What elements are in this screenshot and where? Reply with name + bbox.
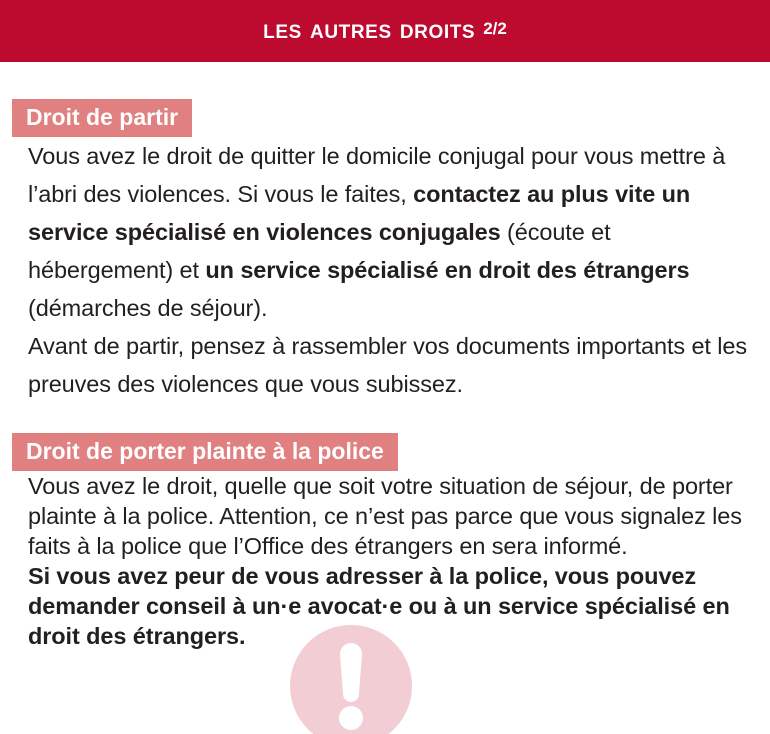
page-title: les autres droits <box>263 13 476 44</box>
section-heading-droit-de-partir: Droit de partir <box>12 99 192 137</box>
text-run-bold: contactez au plus vite un service spécialisé en violences conjugales <box>28 181 691 245</box>
text-run: (écoute et hébergement) et <box>28 219 611 283</box>
text-run: (démarches de séjour). <box>28 295 268 321</box>
page-header-banner <box>0 0 770 62</box>
section-2 <box>0 433 770 471</box>
text-run: Vous avez le droit, quelle que soit votre situation de séjour, de porter plainte à la police. Attention, ce n’est pas parce que vous signalez les faits à la police que l’Office des étrangers en sera informé. <box>28 473 742 559</box>
document-body <box>0 99 770 651</box>
text-run: Avant de partir, pensez à rassembler vos documents importants et les preuves des violences que vous subissez. <box>28 333 748 397</box>
paragraph-porter-plainte-1 <box>0 471 770 561</box>
paragraph-droit-de-partir-2 <box>0 327 770 403</box>
section-1 <box>0 99 770 137</box>
section-heading-droit-de-porter-plainte: Droit de porter plainte à la police <box>12 433 398 471</box>
paragraph-droit-de-partir-1 <box>0 137 770 327</box>
text-run-bold: Si vous avez peur de vous adresser à la police, vous pouvez demander conseil à un·e avocat·e ou à un service spécialisé en droit des étrangers. <box>28 563 730 649</box>
page-counter: 2/2 <box>483 18 507 38</box>
paragraph-porter-plainte-2 <box>0 561 770 651</box>
text-run-bold: un service spécialisé en droit des étrangers <box>205 257 690 283</box>
text-run: Vous avez le droit de quitter le domicile conjugal pour vous mettre à l’abri des violences. Si vous le faites, <box>28 143 726 207</box>
